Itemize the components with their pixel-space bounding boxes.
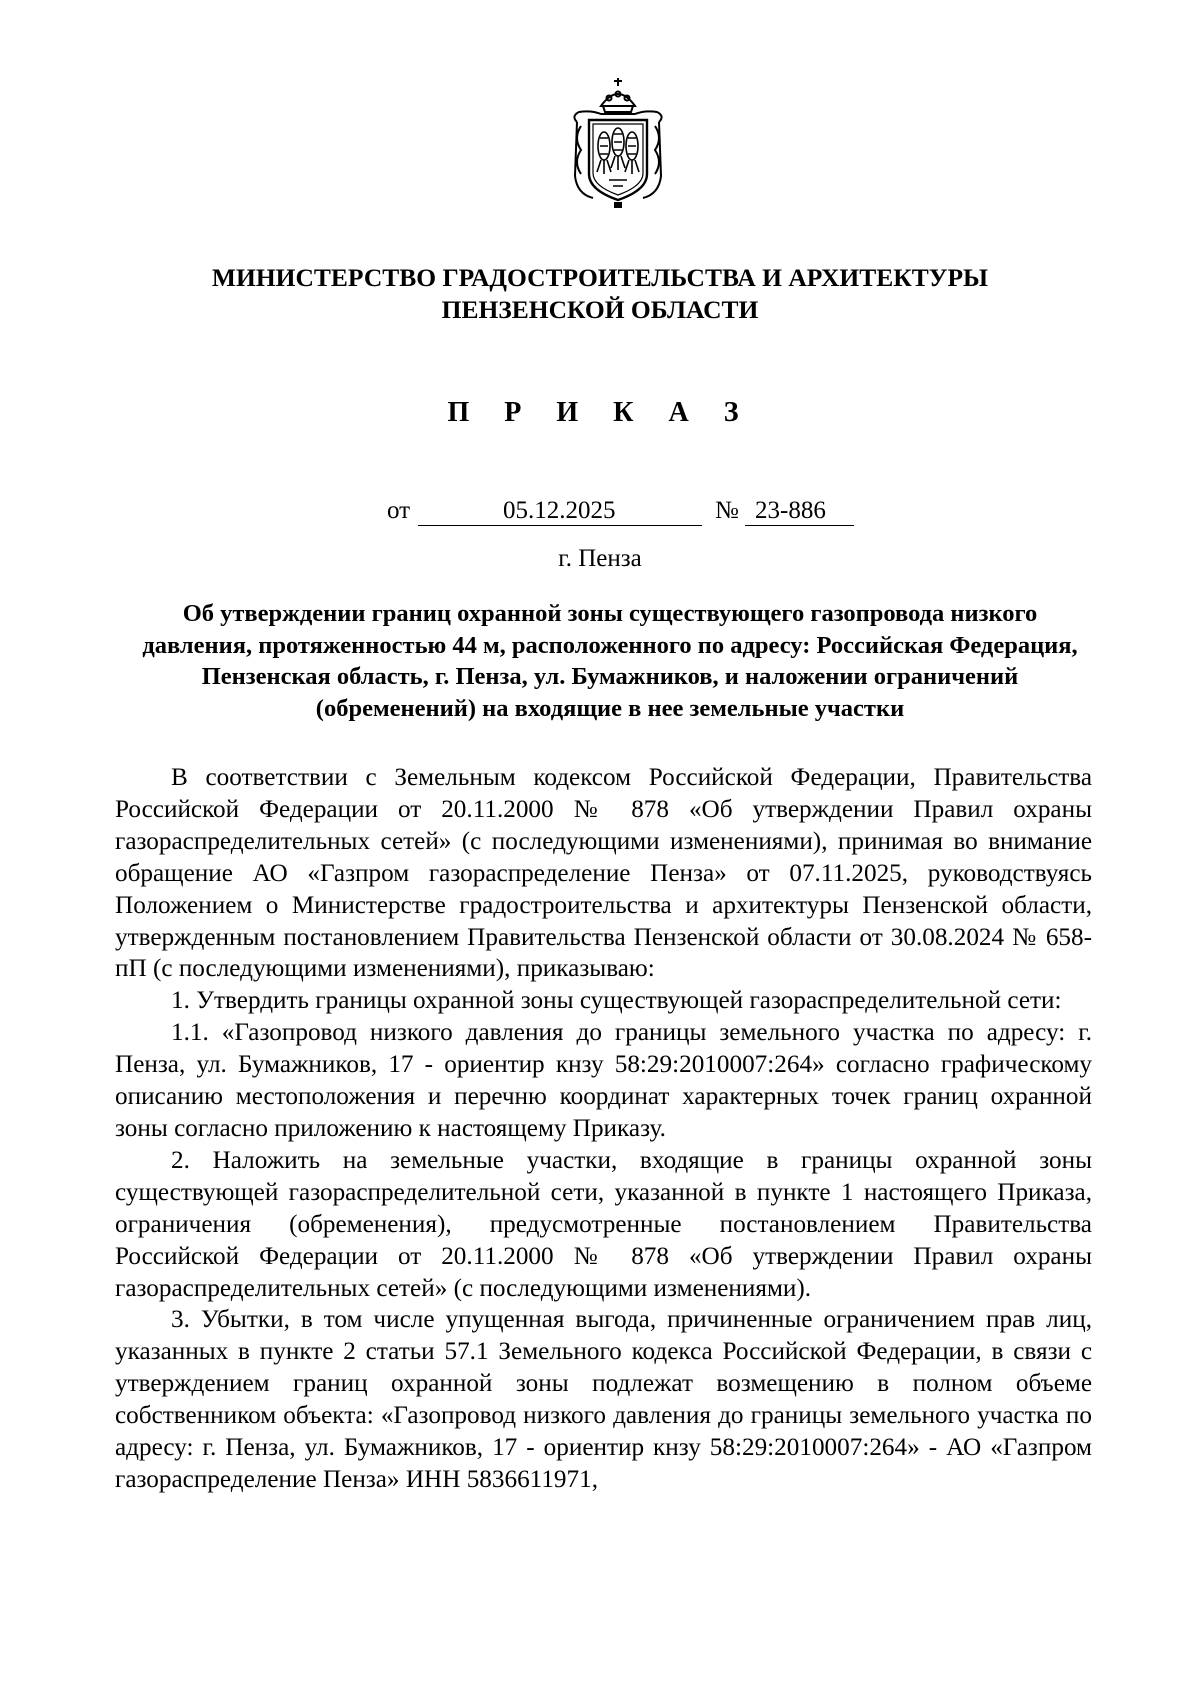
ministry-name-line2: ПЕНЗЕНСКОЙ ОБЛАСТИ — [441, 295, 759, 324]
clause-1-1: 1.1. «Газопровод низкого давления до границы земельного участка по адресу: г. Пенза, ул. Бумажников, 17 - ориентир кнзу 58:29:2010007:264» согласно графическому описанию местоположения и перечню координат характерных точек границ охранной зоны согласно приложению к настоящему Приказу. — [115, 1019, 1092, 1142]
document-body — [115, 762, 1092, 1496]
preamble-paragraph: В соответствии с Земельным кодексом Российской Федерации, Правительства Российской Федерации от 20.11.2000 № 878 «Об утверждении Правил охраны газораспределительных сетей» (с последующими изменениями), принимая во внимание обращение АО «Газпром газораспределение Пенза» от 07.11.2025, руководствуясь Положением о Министерстве градостроительства и архитектуры Пензенской области, утвержденным постановлением Правительства Пензенской области от 30.08.2024 № 658-пП (с последующими изменениями), приказываю: — [115, 764, 1092, 983]
coat-of-arms-icon — [567, 76, 669, 210]
clause-2: 2. Наложить на земельные участки, входящие в границы охранной зоны существующей газораспределительной сети, указанной в пункте 1 настоящего Приказа, ограничения (обременения), предусмотренные постановлением Правительства Российской Федерации от 20.11.2000 № 878 «Об утверждении Правил охраны газораспределительных сетей» (с последующими изменениями). — [115, 1146, 1092, 1302]
from-label: от — [387, 497, 411, 524]
document-date: 05.12.2025 — [503, 497, 616, 524]
number-label: № — [715, 497, 739, 524]
city-name: г. Пенза — [558, 545, 642, 572]
clause-1: 1. Утвердить границы охранной зоны существующей газораспределительной сети: — [171, 987, 1062, 1015]
document-type-heading: П Р И К А З — [447, 397, 753, 428]
ministry-name-line1: МИНИСТЕРСТВО ГРАДОСТРОИТЕЛЬСТВА И АРХИТЕКТУРЫ — [211, 263, 989, 292]
clause-3: 3. Убытки, в том числе упущенная выгода, причиненные ограничением прав лиц, указанных в пункте 2 статьи 57.1 Земельного кодекса Российской Федерации, в связи с утверждением границ охранной зоны подлежат возмещению в полном объеме собственником объекта: «Газопровод низкого давления до границы земельного участка по адресу: г. Пенза, ул. Бумажников, 17 - ориентир кнзу 58:29:2010007:264» - АО «Газпром газораспределение Пенза» ИНН 5836611971, — [115, 1306, 1092, 1493]
document-number: 23-886 — [755, 497, 826, 524]
document-title: Об утверждении границ охранной зоны существующего газопровода низкого давления, протяженностью 44 м, расположенного по адресу: Российская Федерация, Пензенская область, г. Пенза, ул. Бумажников, и наложении ограничений (обременений) на входящие в нее земельные участки — [142, 600, 1078, 722]
